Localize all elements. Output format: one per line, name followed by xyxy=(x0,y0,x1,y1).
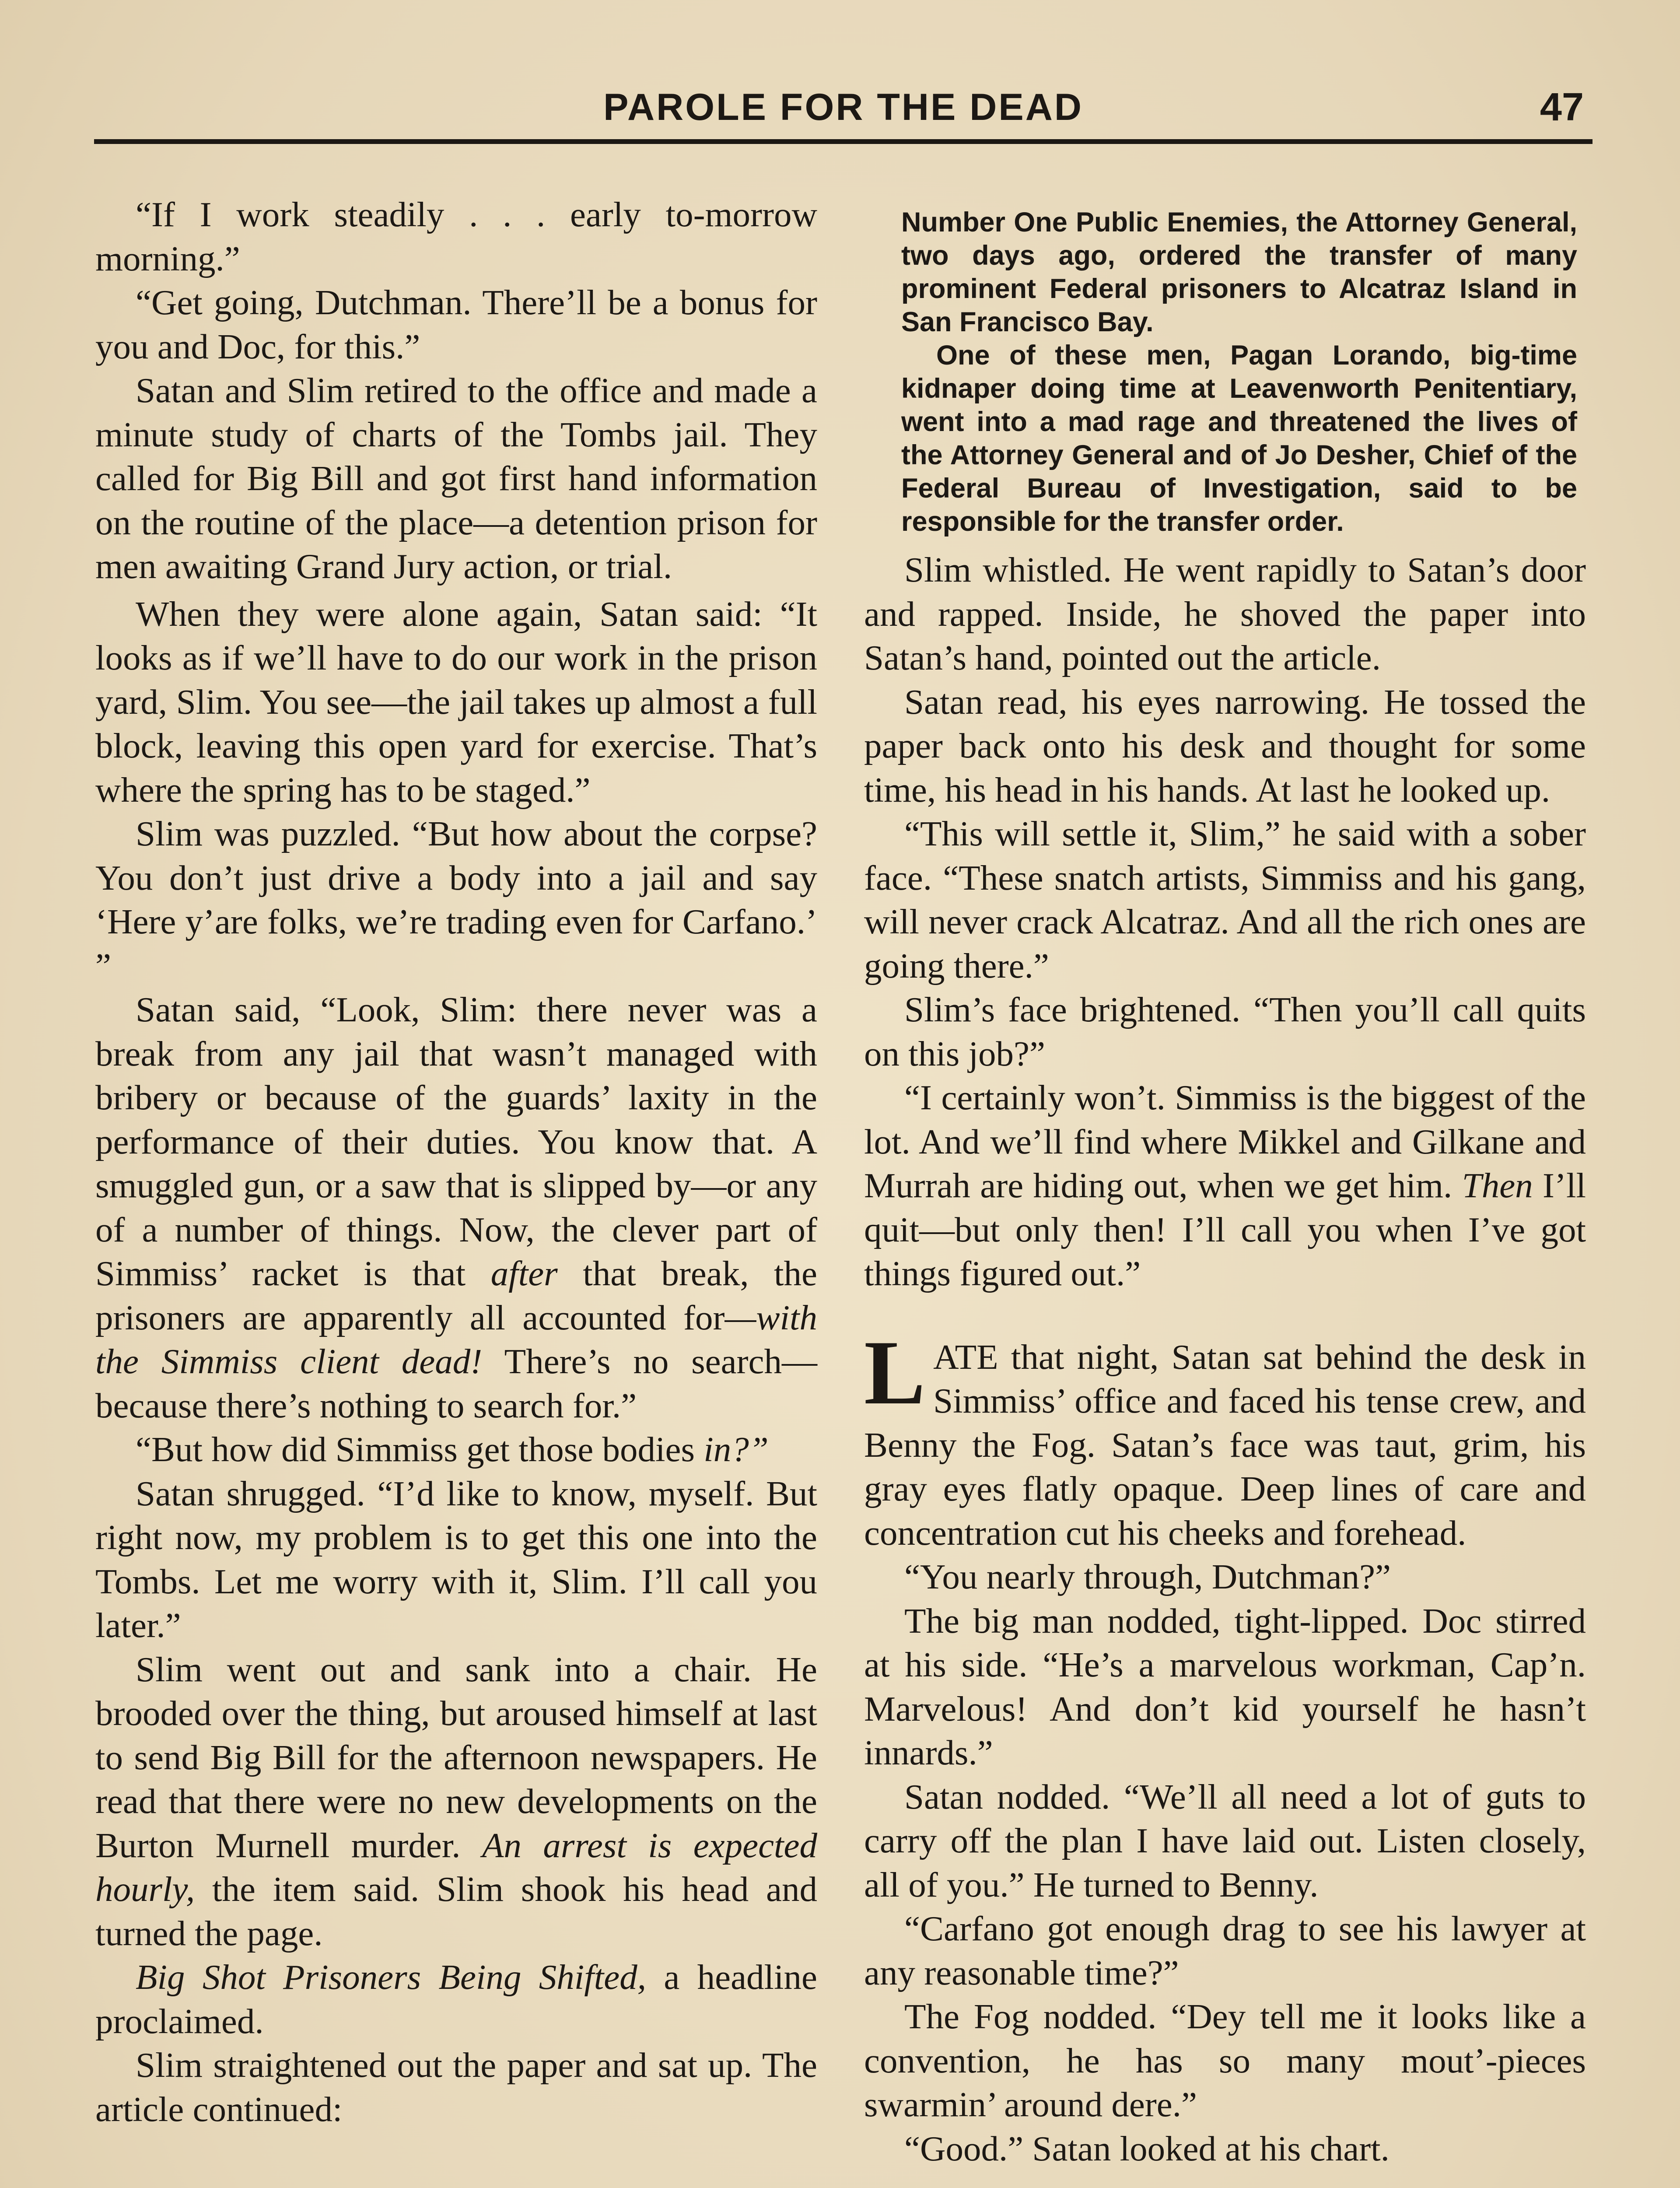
paragraph: Satan said, “Look, Slim: there never was a break from any jail that wasn’t managed with bribery or because of the guards’ laxity in the performance of their duties. You know that. A smuggled gun, or a saw that is slipped by—or any of a number of things. Now, the clever part of Simmiss’ racket is that after that break, the prisoners are apparently all accounted for—with the Simmiss client dead! There’s no search—because there’s nothing to search for.” xyxy=(95,990,817,1425)
right-column xyxy=(864,206,1586,2170)
paragraph: “I certainly won’t. Simmiss is the biggest of the lot. And we’ll find where Mikkel and Gilkane and Murrah are hiding out, when we get him. Then I’ll quit—but only then! I’ll call you when I’ve got things figured out.” xyxy=(864,1078,1586,1293)
paragraph: Slim straightened out the paper and sat up. The article continued: xyxy=(95,2045,817,2129)
paragraph: “But how did Simmiss get those bodies in?” xyxy=(136,1430,769,1469)
page-number: 47 xyxy=(1540,85,1584,129)
paragraph: “Carfano got enough drag to see his lawyer at any reasonable time?” xyxy=(864,1909,1586,1992)
paragraph: Slim went out and sank into a chair. He brooded over the thing, but aroused himself at last to send Big Bill for the afternoon newspapers. He read that there were no new developments on the Burton Murnell murder. An arrest is expected hourly, the item said. Slim shook his head and turned the page. xyxy=(95,1649,817,1953)
paragraph: Satan shrugged. “I’d like to know, myself. But right now, my problem is to get this one into the Tombs. Let me worry with it, Slim. I’ll call you later.” xyxy=(95,1473,817,1645)
paragraph: Satan nodded. “We’ll all need a lot of guts to carry off the plan I have laid out. Listen closely, all of you.” He turned to Benny. xyxy=(864,1777,1586,1904)
clipping-paragraph: Number One Public Enemies, the Attorney General, two days ago, ordered the transfer of many prominent Federal prisoners to Alcatraz Island in San Francisco Bay. xyxy=(901,207,1577,337)
paragraph: “Good.” Satan looked at his chart. xyxy=(904,2128,1390,2168)
paragraph: Satan and Slim retired to the office and made a minute study of charts of the Tombs jail. They called for Big Bill and got first hand information on the routine of the place—a detention prison for men awaiting Grand Jury action, or trial. xyxy=(95,371,817,586)
running-header xyxy=(94,83,1592,131)
paragraph: When they were alone again, Satan said: “It looks as if we’ll have to do our work in the prison yard, Slim. You see—the jail takes up almost a full block, leaving this open yard for exercise. That’s where the spring has to be staged.” xyxy=(95,594,817,810)
paragraph: LATE that night, Satan sat behind the desk in Simmiss’ office and faced his tense crew, and Benny the Fog. Satan’s face was taut, grim, his gray eyes flatly opaque. Deep lines of care and concentration cut his cheeks and forehead. xyxy=(864,1322,1586,1553)
paragraph: Slim’s face brightened. “Then you’ll call quits on this job?” xyxy=(864,990,1586,1073)
running-title: PAROLE FOR THE DEAD xyxy=(603,86,1083,128)
paragraph: Slim whistled. He went rapidly to Satan’s door and rapped. Inside, he shoved the paper into Satan’s hand, pointed out the article. xyxy=(864,550,1586,677)
header-rule xyxy=(94,139,1592,144)
paragraph: The Fog nodded. “Dey tell me it looks like a convention, he has so many mout’-pieces swarmin’ around dere.” xyxy=(864,1997,1586,2124)
paragraph: Big Shot Prisoners Being Shifted, a headline proclaimed. xyxy=(95,1957,817,2041)
paragraph: Satan read, his eyes narrowing. He tossed the paper back onto his desk and thought for some time, his head in his hands. At last he looked up. xyxy=(864,682,1586,810)
clipping-paragraph: One of these men, Pagan Lorando, big-time kidnaper doing time at Leavenworth Penitentiary, went into a mad rage and threatened the lives of the Attorney General and of Jo Desher, Chief of the Federal Bureau of Investigation, said to be responsible for the transfer order. xyxy=(901,340,1577,537)
paragraph: The big man nodded, tight-lipped. Doc stirred at his side. “He’s a marvelous workman, Cap’n. Marvelous! And don’t kid yourself he hasn’t innards.” xyxy=(864,1601,1586,1772)
drop-cap: L xyxy=(864,1322,926,1424)
paragraph: “You nearly through, Dutchman?” xyxy=(904,1557,1391,1596)
left-column xyxy=(95,193,817,2131)
section-break xyxy=(864,1296,1586,1335)
paragraph: Slim was puzzled. “But how about the corpse? You don’t just drive a body into a jail and say ‘Here y’are folks, we’re trading even for Carfano.’ ” xyxy=(95,814,817,985)
paragraph: “Get going, Dutchman. There’ll be a bonus for you and Doc, for this.” xyxy=(95,283,817,366)
news-clipping xyxy=(901,206,1577,538)
paragraph: “If I work steadily . . . early to-morrow morning.” xyxy=(95,195,817,278)
paragraph: “This will settle it, Slim,” he said with a sober face. “These snatch artists, Simmiss and his gang, will never crack Alcatraz. And all the rich ones are going there.” xyxy=(864,814,1586,985)
